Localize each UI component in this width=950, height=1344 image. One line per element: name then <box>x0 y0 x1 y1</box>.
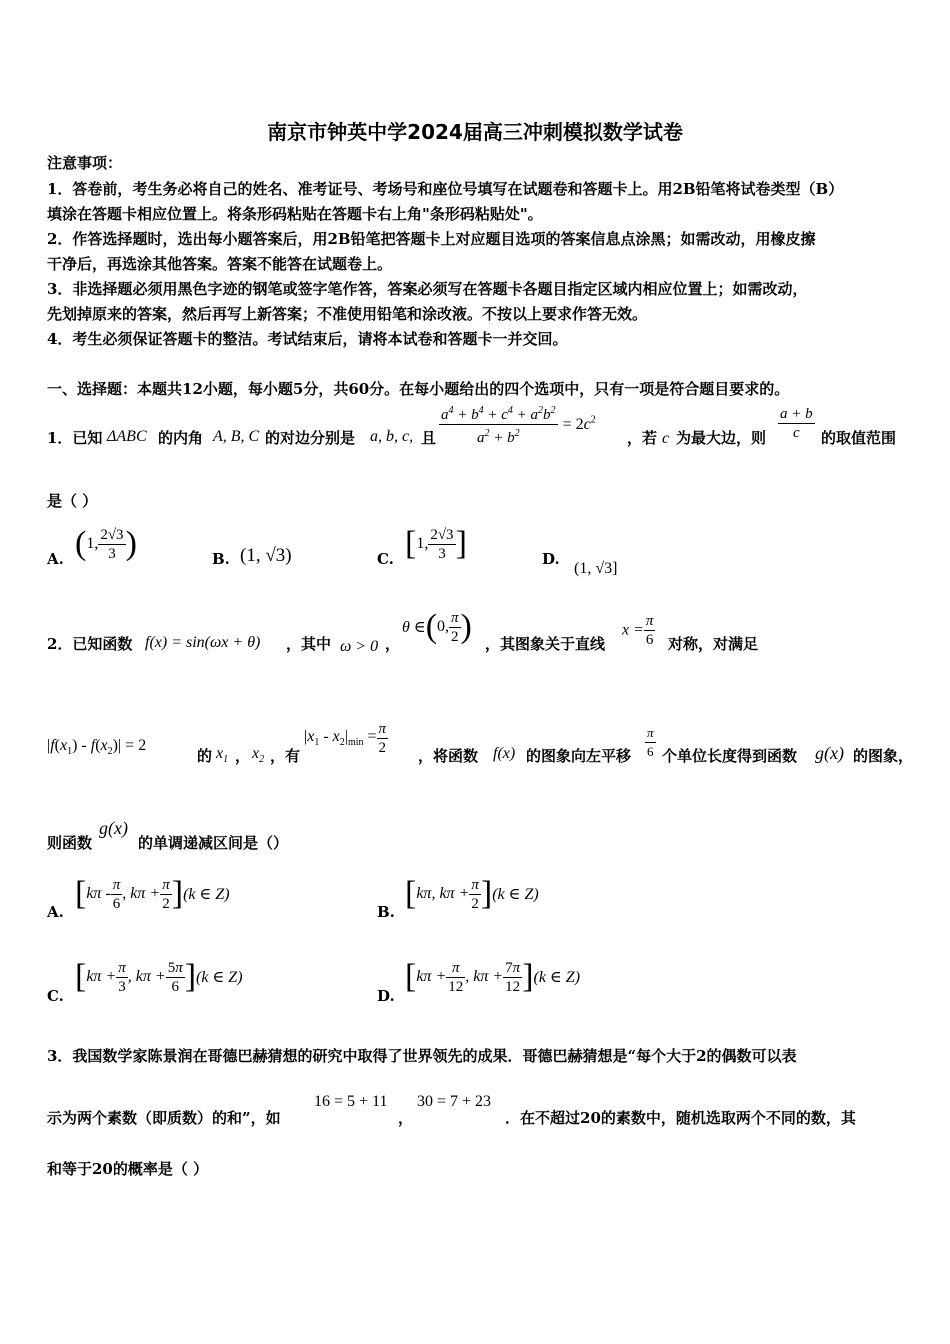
q1-option-c-label[interactable]: C. <box>377 550 394 568</box>
q1-angles: A, B, C <box>213 428 260 445</box>
q1-option-b-label[interactable]: B. <box>212 550 230 568</box>
q2-option-b-label[interactable]: B. <box>377 903 395 921</box>
q2-x2: $x_2$ <box>252 745 265 766</box>
notice-line: 4．考生必须保证答题卡的整洁。考试结束后，请将本试卷和答题卡一并交回。 <box>47 330 568 348</box>
q1-text: 为最大边，则 <box>676 429 767 447</box>
q2-text: 的图象向左平移 <box>526 747 632 765</box>
q2-text: ，有 <box>270 747 301 765</box>
q2-gx: g(x) <box>99 818 128 838</box>
q2-text: 则函数 <box>47 834 93 852</box>
q2-option-a-value[interactable]: [kπ - $\frac{\pi}{6}$ , kπ + $\frac{\pi}{2}$ ](k ∈ Z) <box>75 875 230 912</box>
q1-fraction: $\frac{a + b}{c}$ <box>780 406 813 441</box>
q2-text: ，其图象关于直线 <box>485 635 606 653</box>
q1-equation: $\frac{a^4 + b^4 + c^4 + a^2b^2}{a^2 + b^2}$ = $2c^2$ <box>439 402 596 447</box>
q1-c: c <box>662 430 670 447</box>
q2-function: f(x) = sin(ωx + θ) <box>145 634 261 651</box>
notice-line: 填涂在答题卡相应位置上。将条形码粘贴在答题卡右上角"条形码粘贴处"。 <box>47 205 543 223</box>
q1-option-a-label[interactable]: A. <box>47 550 64 568</box>
q3-text: 和等于20的概率是（ ） <box>47 1160 209 1178</box>
notice-line: 2．作答选择题时，选出每小题答案后，用2B铅笔把答题卡上对应题目选项的答案信息点涂黑；如需改动，用橡皮擦 <box>47 230 816 248</box>
q2-text: ，将函数 <box>418 747 479 765</box>
q2-text: ， <box>385 635 401 653</box>
q1-sides: a, b, c, <box>370 428 414 445</box>
q1-text: 是（ ） <box>47 492 98 510</box>
q2-omega: ω > 0 <box>340 638 379 655</box>
q3-example-2: 30 = 7 + 23 <box>417 1093 492 1110</box>
q2-text: 对称，对满足 <box>668 635 759 653</box>
notice-line: 1．答卷前，考生务必将自己的姓名、准考证号、考场号和座位号填写在试题卷和答题卡上。用2B铅笔将试卷类型（B） <box>47 180 844 198</box>
q2-option-d-label[interactable]: D. <box>377 987 395 1005</box>
q1-option-b-value[interactable]: (1, √3) <box>240 545 292 566</box>
q1-text: 且 <box>421 429 437 447</box>
q2-shift: $\frac{\pi}{6}$ <box>647 725 654 759</box>
q2-fx: f(x) <box>493 745 516 762</box>
q2-x1: $x_1$ <box>216 745 229 766</box>
notice-heading: 注意事项： <box>47 154 123 172</box>
q2-text: ， <box>235 747 251 765</box>
q1-option-d-label[interactable]: D. <box>542 550 560 568</box>
q2-text: 2．已知函数 <box>47 635 133 653</box>
q1-option-d-value[interactable]: (1, √3] <box>574 560 618 577</box>
q2-text: ，其中 <box>286 635 332 653</box>
notice-line: 干净后，再选涂其他答案。答案不能答在试题卷上。 <box>47 255 393 273</box>
q1-triangle: ΔABC <box>107 428 147 445</box>
q3-text: ．在不超过20的素数中，随机选取两个不同的数，其 <box>505 1109 856 1127</box>
notice-line: 先划掉原来的答案，然后再写上新答案；不准使用铅笔和涂改液。不按以上要求作答无效。 <box>47 305 648 323</box>
q2-condition: $|f(x_1) - f(x_2)| = 2$ <box>47 737 147 758</box>
q1-text: 的内角 <box>158 429 204 447</box>
q2-option-c-value[interactable]: [kπ + $\frac{\pi}{3}$ , kπ + $\frac{5\pi}{6}$ ](k ∈ Z) <box>75 958 243 995</box>
q2-option-a-label[interactable]: A. <box>47 903 64 921</box>
section-heading: 一、选择题：本题共12小题，每小题5分，共60分。在每小题给出的四个选项中，只有一项是符合题目要求的。 <box>47 380 790 398</box>
q1-option-a-value[interactable]: (1, $\frac{2√3}{3}$ ) <box>75 525 137 562</box>
q3-example-1: 16 = 5 + 11 <box>314 1093 388 1110</box>
q2-min-distance: $|x_1 - x_2|_{min}$ = $\frac{\pi}{2}$ <box>304 721 387 756</box>
q3-text: 3．我国数学家陈景润在哥德巴赫猜想的研究中取得了世界领先的成果．哥德巴赫猜想是“每个大于2的偶数可以表 <box>47 1047 797 1065</box>
q1-text: 1．已知 <box>47 429 103 447</box>
q1-text: ，若 <box>627 429 658 447</box>
page-title: 南京市钟英中学2024届高三冲刺模拟数学试卷 <box>267 120 683 144</box>
notice-line: 3．非选择题必须用黑色字迹的钢笔或签字笔作答，答案必须写在答题卡各题目指定区域内相应位置上；如需改动， <box>47 280 808 298</box>
q2-option-c-label[interactable]: C. <box>47 987 64 1005</box>
q3-text: ， <box>398 1109 414 1127</box>
q2-option-d-value[interactable]: [kπ + $\frac{\pi}{12}$ , kπ + $\frac{7\pi}{12}$ ](k ∈ Z) <box>405 958 581 995</box>
q2-theta-range: θ ∈(0, $\frac{\pi}{2}$ ) <box>402 608 472 645</box>
q1-text: 的对边分别是 <box>265 429 356 447</box>
q2-text: 个单位长度得到函数 <box>662 747 798 765</box>
q1-option-c-value[interactable]: [1, $\frac{2√3}{3}$ ] <box>405 525 467 562</box>
q1-text: 的取值范围 <box>821 429 897 447</box>
q2-text: 的图象， <box>853 747 914 765</box>
q2-option-b-value[interactable]: [kπ, kπ + $\frac{\pi}{2}$ ](k ∈ Z) <box>405 875 539 912</box>
q2-axis: x = $\frac{\pi}{6}$ <box>622 613 654 648</box>
q2-text: 的单调递减区间是（） <box>138 834 289 852</box>
q3-text: 示为两个素数（即质数）的和”，如 <box>47 1109 281 1127</box>
q2-gx: g(x) <box>815 743 844 763</box>
q2-text: 的 <box>197 747 213 765</box>
